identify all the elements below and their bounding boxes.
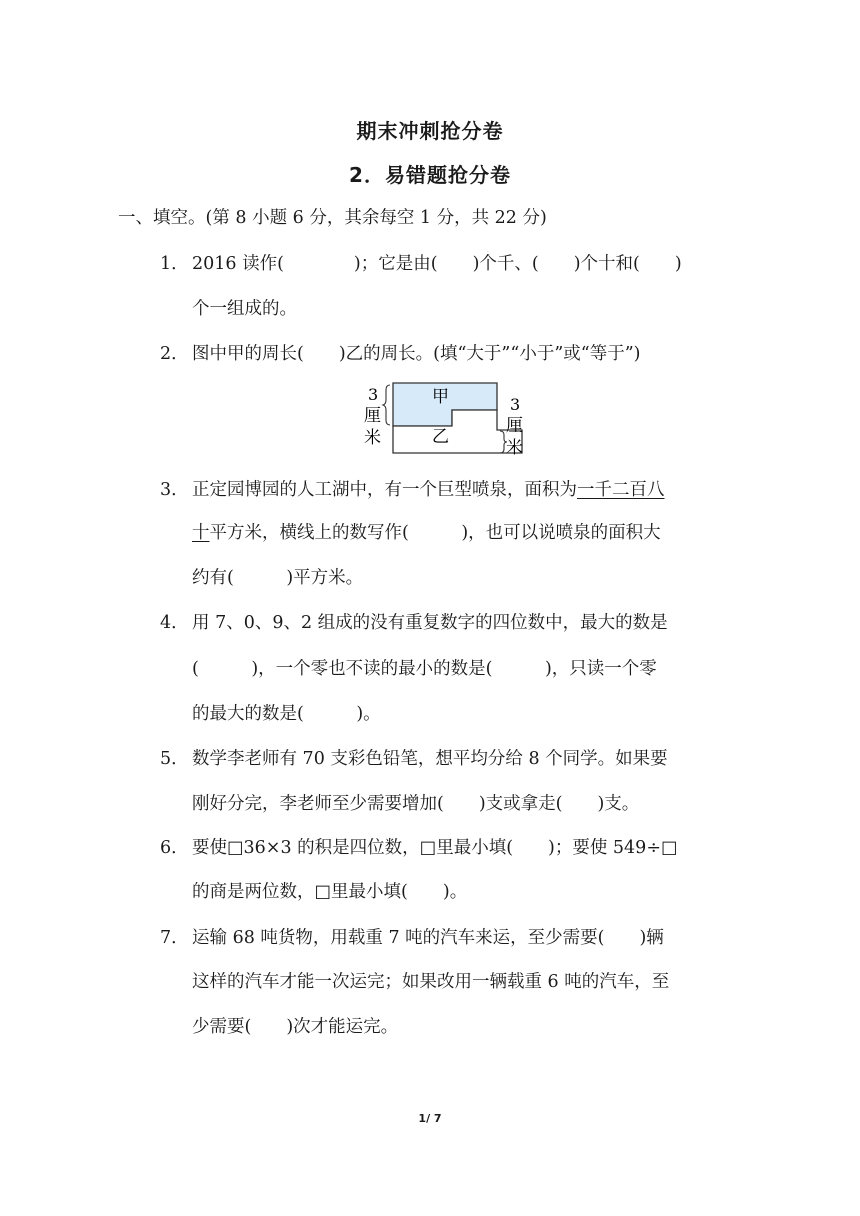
page-number: 1/ 7 — [418, 1112, 442, 1125]
left-dim-char1: 厘 — [364, 406, 381, 426]
right-dim-number: 3 — [510, 395, 521, 414]
question-number: 5． — [160, 749, 189, 769]
question-5-line-1: 数学李老师有 70 支彩色铅笔，想平均分给 8 个同学。如果要 — [192, 749, 668, 769]
question-3-line-3: 约有( )平方米。 — [192, 568, 364, 588]
page-title: 期末冲刺抢分卷 — [356, 119, 504, 143]
question-6-line-2: 的商是两位数，□里最小填( )。 — [192, 882, 468, 902]
left-dim-char2: 米 — [364, 428, 381, 448]
question-number: 7． — [160, 928, 189, 948]
question-7-line-2: 这样的汽车才能一次运完；如果改用一辆载重 6 吨的汽车，至 — [192, 972, 670, 992]
right-dim-char1: 厘 — [506, 416, 523, 436]
question-4-line-3: 的最大的数是( )。 — [192, 704, 381, 724]
perimeter-figure — [360, 380, 532, 458]
question-number: 2． — [160, 344, 189, 364]
question-number: 6． — [160, 838, 189, 858]
question-1-line-1: 2016 读作( )；它是由( )个千、( )个十和( ) — [192, 254, 682, 274]
left-brace — [383, 385, 390, 425]
section-heading: 一、填空。(第 8 小题 6 分，其余每空 1 分，共 22 分) — [118, 208, 547, 228]
question-3-text: 平方米，横线上的数写作( )，也可以说喷泉的面积大 — [209, 523, 661, 543]
label-jia: 甲 — [432, 387, 449, 407]
question-1-line-2: 个一组成的。 — [192, 299, 297, 319]
question-3-line-2 — [192, 521, 661, 545]
right-dim-char2: 米 — [506, 438, 523, 458]
question-6-line-1: 要使□36×3 的积是四位数，□里最小填( )；要使 549÷□ — [192, 838, 678, 858]
page-subtitle: 2．易错题抢分卷 — [349, 163, 511, 187]
question-2-line-1: 图中甲的周长( )乙的周长。(填“大于”“小于”或“等于”) — [192, 344, 641, 364]
question-4-line-1: 用 7、0、9、2 组成的没有重复数字的四位数中，最大的数是 — [192, 613, 668, 633]
question-7-line-3: 少需要( )次才能运完。 — [192, 1017, 399, 1037]
question-3-line-1 — [192, 478, 665, 502]
question-number: 4． — [160, 613, 189, 633]
question-5-line-2: 刚好分完，李老师至少需要增加( )支或拿走( )支。 — [192, 794, 640, 814]
question-number: 1． — [160, 254, 189, 274]
question-3-text: 正定园博园的人工湖中，有一个巨型喷泉，面积为 — [192, 480, 577, 500]
label-yi: 乙 — [432, 427, 449, 447]
left-dim-number: 3 — [368, 385, 379, 404]
underlined-number-cont: 十 — [192, 523, 210, 543]
question-4-line-2: ( )，一个零也不读的最小的数是( )，只读一个零 — [192, 659, 657, 679]
question-7-line-1: 运输 68 吨货物，用载重 7 吨的汽车来运，至少需要( )辆 — [192, 928, 664, 948]
question-number: 3． — [160, 480, 189, 500]
underlined-number: 一千二百八 — [577, 480, 665, 500]
